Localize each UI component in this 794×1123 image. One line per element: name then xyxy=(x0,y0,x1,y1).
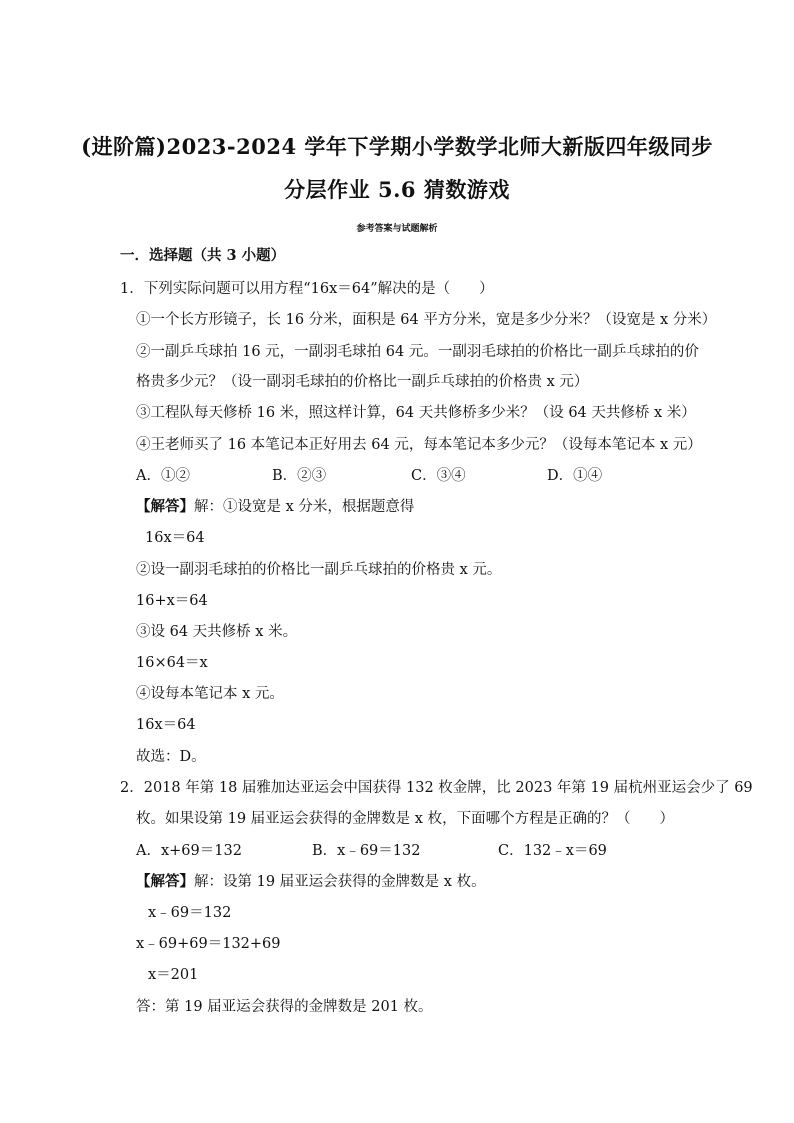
q2-answer-line-4: x＝201 xyxy=(148,967,199,983)
q2-option-a: A．x+69＝132 xyxy=(136,843,242,859)
q2-option-b: B．x﹣69＝132 xyxy=(312,843,421,859)
q1-answer-tag: 【解答】 xyxy=(136,498,194,515)
q1-item-4: ④王老师买了 16 本笔记本正好用去 64 元，每本笔记本多少元？（设每本笔记本 x 元） xyxy=(136,437,702,453)
q1-answer-line-1: 解：①设宽是 x 分米，根据题意得 xyxy=(194,499,415,515)
q1-item-1: ①一个长方形镜子，长 16 分米，面积是 64 平方分米，宽是多少分米？（设宽是 x 分米） xyxy=(136,312,717,328)
q2-option-c: C．132﹣x＝69 xyxy=(498,843,607,859)
q2-answer-line-5: 答：第 19 届亚运会获得的金牌数是 201 枚。 xyxy=(136,999,433,1015)
q1-answer-line-6: 16×64＝x xyxy=(136,655,208,671)
q2-answer-line-3: x﹣69+69＝132+69 xyxy=(136,936,281,952)
q1-item-2a: ②一副乒乓球拍 16 元，一副羽毛球拍 64 元。一副羽毛球拍的价格比一副乒乓球拍的价 xyxy=(136,344,699,360)
q2-answer-line-1: 解：设第 19 届亚运会获得的金牌数是 x 枚。 xyxy=(194,874,486,890)
q2-stem-a: 2．2018 年第 18 届雅加达亚运会中国获得 132 枚金牌，比 2023 年第 19 届杭州亚运会少了 69 xyxy=(120,780,753,796)
q1-answer-line-4: 16+x＝64 xyxy=(136,593,208,609)
q1-answer-line-8: 16x＝64 xyxy=(136,717,196,733)
page-subtitle: 参考答案与试题解析 xyxy=(356,224,438,234)
q1-answer-line-9: 故选：D。 xyxy=(136,749,206,765)
section-heading: 一．选择题（共 3 小题） xyxy=(120,247,286,264)
q1-answer-line-5: ③设 64 天共修桥 x 米。 xyxy=(136,624,298,640)
q1-option-c: C．③④ xyxy=(411,468,466,484)
q1-answer-line-7: ④设每本笔记本 x 元。 xyxy=(136,686,284,702)
q1-answer-line-2: 16x＝64 xyxy=(145,530,205,546)
q1-item-3: ③工程队每天修桥 16 米，照这样计算，64 天共修桥多少米？（设 64 天共修桥 x 米） xyxy=(136,405,696,421)
q1-item-2b: 格贵多少元？（设一副羽毛球拍的价格比一副乒乓球拍的价格贵 x 元） xyxy=(136,374,589,390)
q1-option-b: B．②③ xyxy=(272,468,327,484)
q2-answer xyxy=(136,872,486,892)
q1-option-a: A．①② xyxy=(136,468,190,484)
q1-option-d: D．①④ xyxy=(547,468,603,484)
q1-answer xyxy=(136,497,414,517)
q2-stem-b: 枚。如果设第 19 届亚运会获得的金牌数是 x 枚，下面哪个方程是正确的？（ ） xyxy=(136,811,675,827)
page-title-line-1: (进阶篇)2023-2024 学年下学期小学数学北师大新版四年级同步 xyxy=(81,134,713,159)
q1-answer-line-3: ②设一副羽毛球拍的价格比一副乒乓球拍的价格贵 x 元。 xyxy=(136,562,502,578)
q2-answer-line-2: x﹣69＝132 xyxy=(148,905,232,921)
q2-answer-tag: 【解答】 xyxy=(136,873,194,890)
q1-stem: 1．下列实际问题可以用方程“16x＝64”解决的是（ ） xyxy=(120,281,494,297)
page-title-line-2: 分层作业 5.6 猜数游戏 xyxy=(284,177,510,202)
